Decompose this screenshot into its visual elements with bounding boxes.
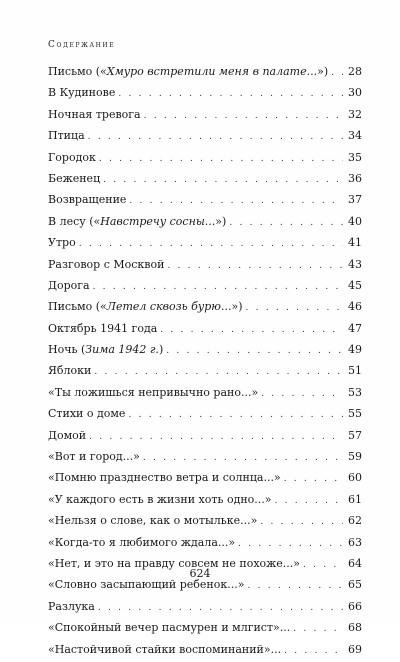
toc-entry-title-text: «Помню празднество ветра и солнца...» bbox=[48, 471, 281, 485]
dot-leader bbox=[261, 384, 343, 405]
toc-entry-title bbox=[48, 489, 272, 510]
toc-entry-title-text: «Нельзя о слове, как о мотыльке...» bbox=[48, 514, 258, 528]
toc-entry-title-text: В лесу ( bbox=[48, 214, 94, 228]
toc-entry-title-text: Разговор с Москвой bbox=[48, 257, 165, 271]
toc-entry bbox=[48, 639, 362, 660]
toc-entry-open-quote: « bbox=[93, 214, 101, 228]
toc-entry bbox=[48, 510, 362, 531]
toc-entry-title-text: Яблоки bbox=[48, 364, 92, 378]
toc-entry-title bbox=[48, 639, 281, 660]
toc-entry-title bbox=[48, 104, 141, 125]
toc-entry-page: 62 bbox=[348, 514, 362, 528]
toc-entry bbox=[48, 446, 362, 467]
toc-entry-title bbox=[48, 617, 290, 638]
toc-entry-title-text: Ночная тревога bbox=[48, 107, 141, 121]
toc-entry-page: 66 bbox=[348, 599, 362, 613]
toc-entry bbox=[48, 425, 362, 446]
toc-entry-title bbox=[48, 61, 328, 82]
toc-entry-open-quote: « bbox=[100, 300, 107, 314]
dot-leader bbox=[143, 448, 343, 469]
dot-leader bbox=[79, 234, 343, 255]
toc-entry-close: ) bbox=[158, 343, 164, 357]
toc-entry-title bbox=[48, 168, 100, 189]
toc-entry-title bbox=[48, 339, 163, 360]
toc-entry-subtitle: Зима 1942 г. bbox=[85, 343, 159, 357]
toc-entry-title-text: Стихи о доме bbox=[48, 407, 126, 421]
toc-entry-title bbox=[48, 382, 258, 403]
toc-entry-page: 68 bbox=[348, 621, 362, 635]
toc-entry-page: 65 bbox=[348, 578, 362, 592]
toc-entry bbox=[48, 61, 362, 82]
toc-entry-title bbox=[48, 296, 243, 317]
toc-entry-title bbox=[48, 211, 226, 232]
toc-entry bbox=[48, 168, 362, 189]
toc-entry bbox=[48, 296, 362, 317]
dot-leader bbox=[144, 106, 343, 127]
toc-entry bbox=[48, 403, 362, 424]
dot-leader bbox=[229, 213, 343, 234]
toc-entry-page: 28 bbox=[348, 65, 362, 78]
toc-entry bbox=[48, 232, 362, 253]
toc-entry-title-text: «Настойчивой стайки воспоминаний»... bbox=[48, 642, 282, 656]
toc-entry-title-text: «У каждого есть в жизни хоть одно...» bbox=[48, 492, 272, 506]
toc-entry-page: 47 bbox=[348, 321, 362, 335]
dot-leader bbox=[89, 427, 343, 448]
toc-entry-title bbox=[48, 596, 95, 617]
toc-entry-title bbox=[48, 82, 115, 103]
dot-leader bbox=[284, 469, 343, 490]
toc-entry-title-text: Возвращение bbox=[48, 193, 127, 207]
toc-entry bbox=[48, 532, 362, 553]
toc-entry bbox=[48, 596, 362, 617]
toc-entry bbox=[48, 147, 362, 168]
toc-entry bbox=[48, 211, 362, 232]
dot-leader bbox=[284, 641, 343, 662]
toc-entry bbox=[48, 467, 362, 488]
toc-entry-title-text: Письмо ( bbox=[48, 65, 101, 78]
toc-entry bbox=[48, 382, 362, 403]
toc-entry-page: 57 bbox=[348, 428, 362, 442]
page-number: 624 bbox=[189, 567, 211, 580]
toc-entry bbox=[48, 339, 362, 360]
dot-leader bbox=[166, 341, 343, 362]
toc-entry-title bbox=[48, 318, 157, 339]
toc-entry-page: 51 bbox=[348, 364, 362, 378]
toc-entry bbox=[48, 189, 362, 210]
toc-entry-title-text: Утро bbox=[48, 236, 76, 250]
toc-entry-page: 63 bbox=[348, 535, 362, 549]
toc-entry-subtitle: Хмуро встретили меня в палате... bbox=[106, 65, 318, 78]
toc-entry-page: 32 bbox=[348, 107, 362, 121]
dot-leader bbox=[94, 362, 343, 383]
toc-entry-page: 69 bbox=[348, 642, 362, 656]
toc-entry bbox=[48, 318, 362, 339]
dot-leader bbox=[167, 256, 343, 277]
toc-entry-title-text: «Словно засыпающий ребенок...» bbox=[48, 578, 245, 592]
toc-entry-open-quote: « bbox=[100, 65, 107, 78]
toc-entry-title-text: Октябрь 1941 года bbox=[48, 321, 158, 335]
toc-entry-page: 36 bbox=[348, 171, 362, 185]
dot-leader bbox=[99, 149, 343, 170]
toc-entry-title bbox=[48, 360, 91, 381]
dot-leader bbox=[88, 127, 343, 148]
toc-entry bbox=[48, 82, 362, 103]
toc-entry bbox=[48, 125, 362, 146]
toc-entry-title-text: «Спокойный вечер пасмурен и млгист»... bbox=[48, 621, 291, 635]
toc-entry-title bbox=[48, 425, 86, 446]
toc-entry-title-text: Ночь ( bbox=[48, 343, 86, 357]
toc-entry-title bbox=[48, 189, 126, 210]
dot-leader bbox=[160, 320, 343, 341]
toc-entry bbox=[48, 104, 362, 125]
toc-entry-page: 43 bbox=[348, 257, 362, 271]
dot-leader bbox=[103, 170, 343, 191]
toc-entry-title bbox=[48, 467, 281, 488]
toc-entry-title bbox=[48, 446, 140, 467]
toc-entry-title-text: «Нет, и это на правду совсем не похоже...» bbox=[48, 556, 301, 570]
toc-entry-page: 40 bbox=[348, 214, 362, 228]
dot-leader bbox=[128, 405, 343, 426]
toc-entry-title bbox=[48, 532, 235, 553]
toc-entry-title bbox=[48, 232, 76, 253]
toc-entry-subtitle: Навстречу сосны... bbox=[100, 214, 216, 228]
dot-leader bbox=[93, 277, 343, 298]
toc-entry-page: 45 bbox=[348, 278, 362, 292]
toc-entry-title bbox=[48, 254, 164, 275]
dot-leader bbox=[246, 298, 344, 319]
toc-entry-page: 53 bbox=[348, 385, 362, 399]
toc-entry-title-text: Птица bbox=[48, 129, 85, 143]
toc-entry-page: 46 bbox=[348, 300, 362, 314]
toc-entry-page: 61 bbox=[348, 492, 362, 506]
toc-entry-page: 64 bbox=[348, 556, 362, 570]
toc-entry bbox=[48, 360, 362, 381]
dot-leader bbox=[118, 84, 343, 105]
toc-entry-title bbox=[48, 275, 90, 296]
toc-entry bbox=[48, 489, 362, 510]
toc-entry-title-text: Дорога bbox=[48, 278, 90, 292]
dot-leader bbox=[331, 63, 343, 84]
toc-entry bbox=[48, 617, 362, 638]
toc-entry-close: ») bbox=[215, 214, 227, 228]
toc-entry-subtitle: Летел сквозь бурю... bbox=[106, 300, 232, 314]
toc-entry-page: 41 bbox=[348, 236, 362, 250]
toc-entry-page: 30 bbox=[348, 86, 362, 100]
toc-entry-title-text: В Кудинове bbox=[48, 86, 116, 100]
toc-entry-page: 37 bbox=[348, 193, 362, 207]
toc-entry bbox=[48, 275, 362, 296]
dot-leader bbox=[293, 619, 343, 640]
toc-entry-title bbox=[48, 125, 85, 146]
toc-entry-title-text: «Вот и город...» bbox=[48, 450, 140, 464]
toc-entry-page: 34 bbox=[348, 129, 362, 143]
toc-entry-title-text: Беженец bbox=[48, 171, 101, 185]
toc-entry-title bbox=[48, 510, 257, 531]
toc-entry-page: 35 bbox=[348, 150, 362, 164]
toc-entry-title-text: Письмо ( bbox=[48, 300, 101, 314]
dot-leader bbox=[129, 191, 343, 212]
dot-leader bbox=[275, 491, 343, 512]
toc-entry bbox=[48, 254, 362, 275]
toc-entry-title-text: Городок bbox=[48, 150, 96, 164]
toc-entry-title bbox=[48, 403, 125, 424]
toc-entry-close: ») bbox=[231, 300, 243, 314]
toc-entry-title-text: Домой bbox=[48, 428, 87, 442]
toc-entry-close: ») bbox=[317, 65, 329, 78]
toc-entry-title-text: «Когда-то я любимого ждала...» bbox=[48, 535, 236, 549]
toc-entry-title bbox=[48, 147, 96, 168]
running-head: Содержание bbox=[48, 40, 116, 50]
toc-entry-title-text: «Ты ложишься непривычно рано...» bbox=[48, 385, 259, 399]
toc-entry-title-text: Разлука bbox=[48, 599, 95, 613]
dot-leader bbox=[260, 512, 343, 533]
toc-entry-page: 60 bbox=[348, 471, 362, 485]
dot-leader bbox=[238, 534, 343, 555]
toc-entry-page: 55 bbox=[348, 407, 362, 421]
dot-leader bbox=[98, 598, 343, 619]
toc-entry-page: 59 bbox=[348, 450, 362, 464]
toc-entry-page: 49 bbox=[348, 343, 362, 357]
